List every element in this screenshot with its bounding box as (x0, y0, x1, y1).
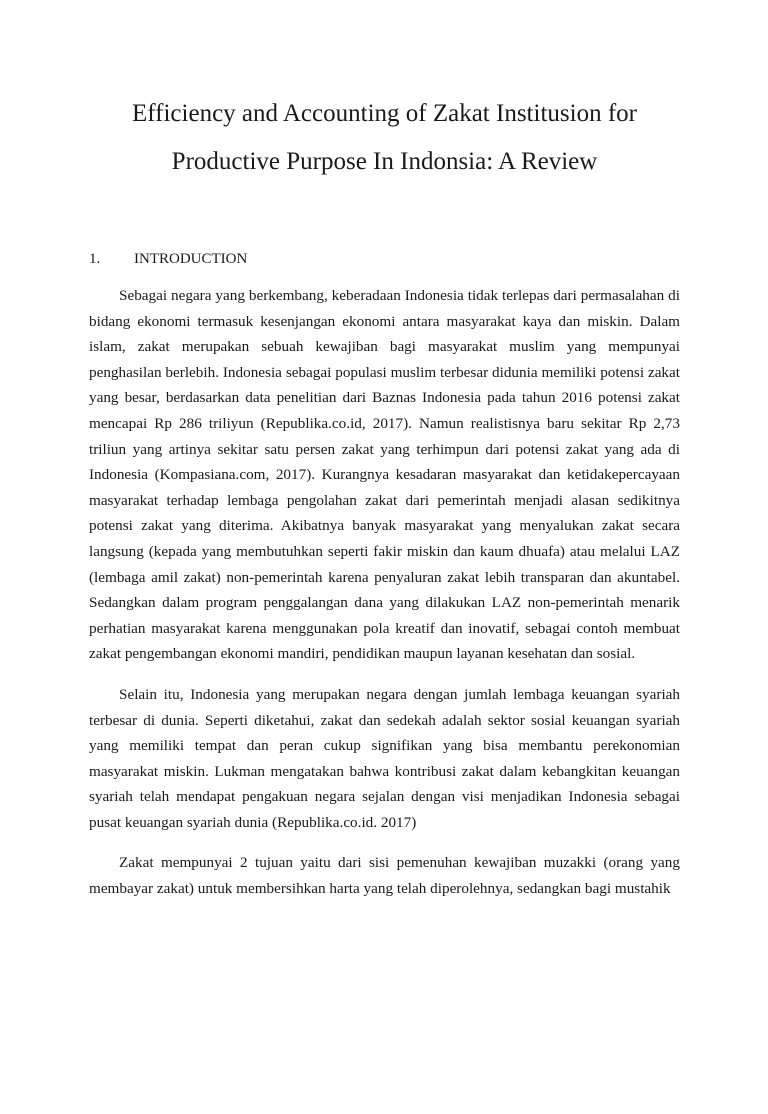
paper-title-line-1: Efficiency and Accounting of Zakat Institusion for (132, 100, 637, 127)
document-page (0, 90, 768, 1114)
section-title: INTRODUCTION (134, 251, 248, 267)
paper-title-line-2: Productive Purpose In Indonsia: A Review (171, 148, 598, 175)
paper-title (89, 90, 680, 186)
body-paragraph-2: Selain itu, Indonesia yang merupakan negara dengan jumlah lembaga keuangan syariah terbesar di dunia. Seperti diketahui, zakat dan sedekah adalah sektor sosial keuangan syariah yang memiliki tempat dan peran cukup signifikan yang bisa membantu perekonomian masyarakat miskin. Lukman mengatakan bahwa kontribusi zakat dalam kebangkitan keuangan syariah telah mendapat pengakuan negara sejalan dengan visi menjadikan Indonesia sebagai pusat keuangan syariah dunia (Republika.co.id. 2017) (89, 685, 680, 831)
body-paragraph-3: Zakat mempunyai 2 tujuan yaitu dari sisi pemenuhan kewajiban muzakki (orang yang membayar zakat) untuk membersihkan harta yang telah diperolehnya, sedangkan bagi mustahik (89, 854, 680, 898)
section-heading (89, 249, 680, 269)
body-paragraph-1: Sebagai negara yang berkembang, keberadaan Indonesia tidak terlepas dari permasalahan di bidang ekonomi termasuk kesenjangan ekonomi antara masyarakat kaya dan miskin. Dalam islam, zakat merupakan sebuah kewajiban bagi masyarakat muslim yang mempunyai penghasilan berlebih. Indonesia sebagai populasi muslim terbesar didunia memiliki potensi zakat yang besar, berdasarkan data penelitian dari Baznas Indonesia pada tahun 2016 potensi zakat mencapai Rp 286 triliyun (Republika.co.id, 2017). Namun realistisnya baru sekitar Rp 2,73 triliun yang artinya sekitar satu persen zakat yang terhimpun dari potensi zakat yang ada di Indonesia (Kompasiana.com, 2017). Kurangnya kesadaran masyarakat dan ketidakepercayaan masyarakat terhadap lembaga pengolahan zakat dari pemerintah menjadi alasan sedikitnya potensi zakat yang diterima. Akibatnya banyak masyarakat yang menyalukan zakat secara langsung (kepada yang membutuhkan seperti fakir miskin dan kaum dhuafa) atau melalui LAZ (lembaga amil zakat) non-pemerintah karena penyaluran zakat lebih transparan dan akuntabel. Sedangkan dalam program penggalangan dana yang dilakukan LAZ non-pemerintah menarik perhatian masyarakat karena menggunakan pola kreatif dan inovatif, sebagai contoh membuat zakat pengembangan ekonomi mandiri, pendidikan maupun layanan kesehatan dan sosial. (89, 287, 680, 663)
section-number: 1. (89, 251, 101, 267)
